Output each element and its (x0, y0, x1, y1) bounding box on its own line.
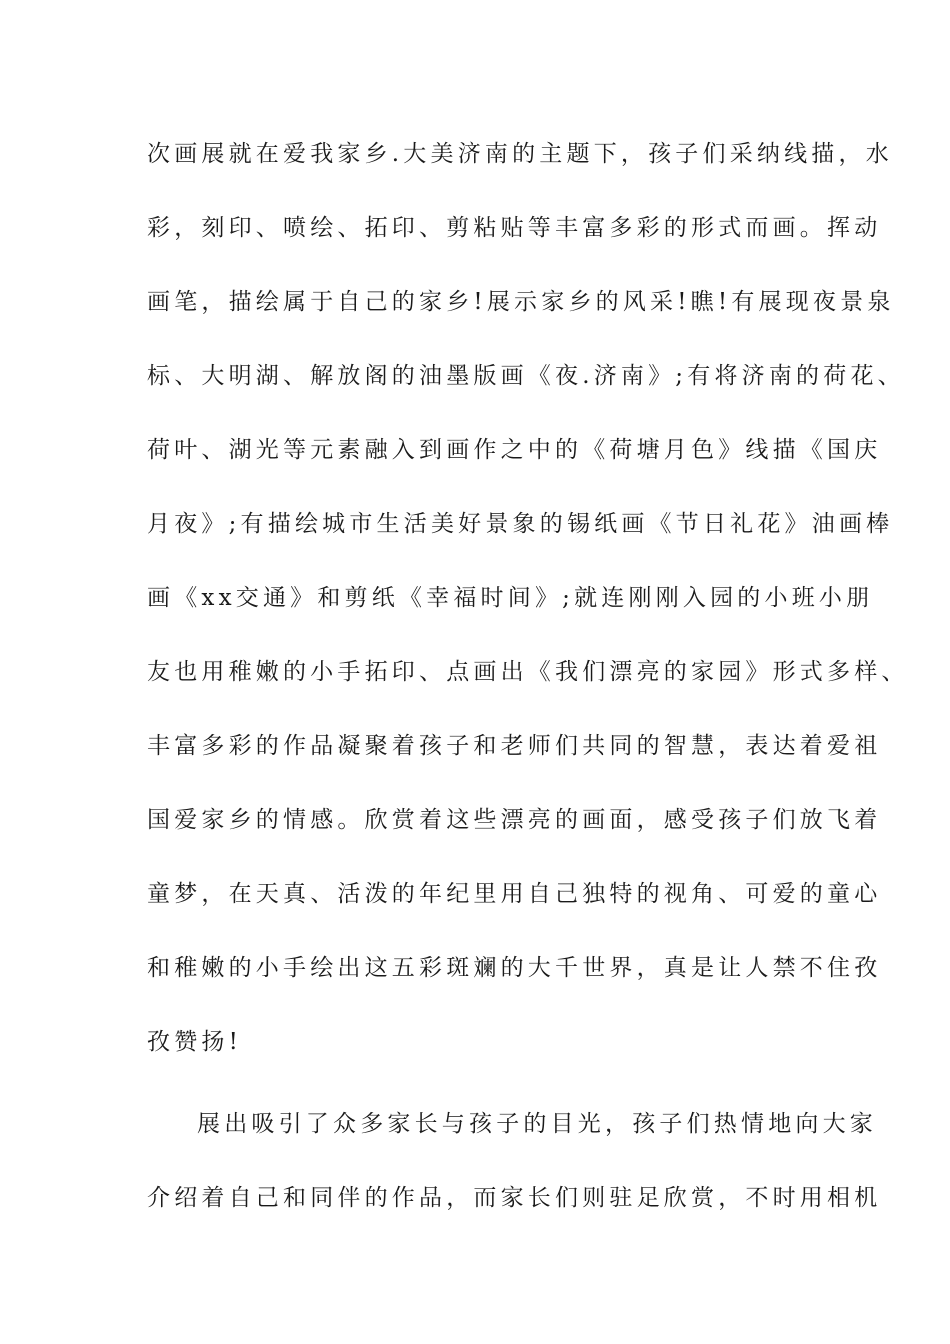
text-line: 月夜》;有描绘城市生活美好景象的锡纸画《节日礼花》油画棒 (147, 511, 894, 537)
text-line: 丰富多彩的作品凝聚着孩子和老师们共同的智慧，表达着爱祖 (147, 733, 882, 759)
text-line: 画笔，描绘属于自己的家乡!展示家乡的风采!瞧!有展现夜景泉 (147, 289, 895, 315)
text-line: 次画展就在爱我家乡.大美济南的主题下，孩子们采纳线描，水 (147, 141, 893, 167)
text-line: 荷叶、湖光等元素融入到画作之中的《荷塘月色》线描《国庆 (147, 437, 882, 463)
text-line: 画《xx交通》和剪纸《幸福时间》;就连刚刚入园的小班小朋 (147, 585, 874, 611)
text-line: 和稚嫩的小手绘出这五彩斑斓的大千世界，真是让人禁不住孜 (147, 955, 882, 981)
text-line: 标、大明湖、解放阁的油墨版画《夜.济南》;有将济南的荷花、 (147, 363, 905, 389)
text-line: 彩，刻印、喷绘、拓印、剪粘贴等丰富多彩的形式而画。挥动 (147, 215, 882, 241)
text-line: 友也用稚嫩的小手拓印、点画出《我们漂亮的家园》形式多样、 (147, 659, 909, 685)
text-line: 介绍着自己和同伴的作品，而家长们则驻足欣赏，不时用相机 (147, 1185, 882, 1211)
text-line-indented: 展出吸引了众多家长与孩子的目光，孩子们热情地向大家 (197, 1111, 877, 1137)
text-line: 童梦，在天真、活泼的年纪里用自己独特的视角、可爱的童心 (147, 881, 882, 907)
text-line: 孜赞扬! (147, 1029, 243, 1055)
text-line: 国爱家乡的情感。欣赏着这些漂亮的画面，感受孩子们放飞着 (147, 807, 882, 833)
